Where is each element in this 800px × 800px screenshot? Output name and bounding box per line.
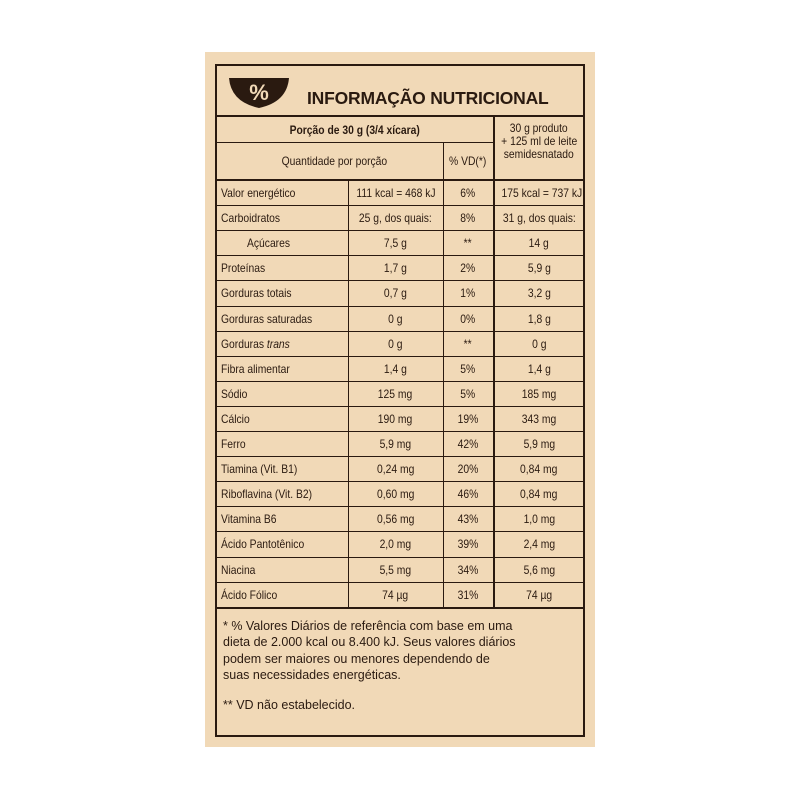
row-vd: 20% bbox=[457, 462, 479, 477]
row-vd: ** bbox=[463, 236, 473, 251]
row-quantity: 1,4 g bbox=[384, 361, 407, 376]
row-milk-quantity: 3,2 g bbox=[527, 286, 551, 301]
row-milk-quantity: 0,84 mg bbox=[520, 462, 558, 477]
row-quantity: 190 mg bbox=[378, 411, 413, 426]
footnote-line: dieta de 2.000 kcal ou 8.400 kJ. Seus valores diários bbox=[223, 635, 516, 650]
portion-header: Porção de 30 g (3/4 xícara) bbox=[289, 123, 420, 137]
row-quantity: 0,60 mg bbox=[376, 487, 415, 502]
row-name: Açúcares bbox=[247, 236, 291, 251]
row-milk-quantity: 5,9 g bbox=[527, 261, 551, 276]
row-milk-quantity: 74 µg bbox=[525, 587, 553, 602]
row-name: Gorduras trans bbox=[221, 336, 290, 351]
milk-header-line: + 125 ml de leite bbox=[501, 134, 578, 148]
row-quantity: 1,7 g bbox=[384, 261, 407, 276]
row-milk-quantity: 1,0 mg bbox=[523, 512, 555, 527]
row-name-italic: trans bbox=[266, 336, 290, 351]
row-milk-quantity: 343 mg bbox=[521, 411, 557, 426]
row-divider bbox=[217, 406, 583, 407]
row-divider bbox=[217, 481, 583, 482]
row-vd: 46% bbox=[457, 487, 479, 502]
row-quantity: 0 g bbox=[388, 311, 403, 326]
label-header bbox=[217, 66, 583, 117]
row-milk-quantity: 5,9 mg bbox=[523, 437, 555, 451]
milk-column-divider bbox=[493, 181, 495, 608]
table-bottom-line bbox=[217, 607, 583, 609]
row-divider bbox=[217, 356, 583, 357]
vd-column-divider bbox=[443, 181, 444, 608]
row-quantity: 0,56 mg bbox=[376, 512, 415, 527]
row-divider bbox=[217, 331, 583, 332]
percent-bowl-icon bbox=[227, 72, 291, 110]
row-milk-quantity: 5,6 mg bbox=[523, 562, 555, 577]
row-name: Cálcio bbox=[221, 411, 250, 426]
row-milk-quantity: 1,4 g bbox=[527, 361, 551, 376]
row-divider bbox=[217, 531, 583, 532]
row-milk-quantity: 1,8 g bbox=[527, 311, 551, 326]
row-vd: 8% bbox=[460, 211, 476, 226]
row-vd: 2% bbox=[460, 261, 476, 276]
row-name: Proteínas bbox=[221, 261, 266, 276]
row-quantity: 0 g bbox=[388, 336, 403, 351]
row-name: Gorduras saturadas bbox=[221, 311, 313, 326]
row-quantity: 74 µg bbox=[382, 587, 409, 602]
row-divider bbox=[217, 381, 583, 382]
row-quantity: 111 kcal = 468 kJ bbox=[355, 186, 436, 200]
footnote-not-established: ** VD não estabelecido. bbox=[223, 697, 356, 712]
row-milk-quantity: 0 g bbox=[531, 336, 547, 351]
row-quantity: 125 mg bbox=[378, 386, 413, 401]
row-name: Tiamina (Vit. B1) bbox=[221, 462, 298, 477]
row-quantity: 0,7 g bbox=[384, 286, 407, 301]
row-divider bbox=[217, 557, 583, 558]
row-quantity: 0,24 mg bbox=[376, 462, 415, 477]
row-name: Valor energético bbox=[221, 186, 296, 200]
nutrition-label-panel bbox=[205, 52, 595, 747]
row-vd: 5% bbox=[460, 386, 476, 401]
row-divider bbox=[217, 431, 583, 432]
header-bottom-line bbox=[217, 179, 583, 181]
quantity-header: Quantidade por porção bbox=[281, 154, 388, 168]
row-vd: 39% bbox=[457, 537, 479, 552]
row-vd: 0% bbox=[460, 311, 476, 326]
footnote-line: podem ser maiores ou menores dependendo de bbox=[223, 651, 490, 666]
row-vd: 43% bbox=[457, 512, 479, 527]
row-name: Vitamina B6 bbox=[221, 512, 277, 527]
row-divider bbox=[217, 582, 583, 583]
row-milk-quantity: 31 g, dos quais: bbox=[502, 211, 576, 226]
row-quantity: 5,9 mg bbox=[379, 437, 412, 451]
row-milk-quantity: 185 mg bbox=[521, 386, 557, 401]
row-milk-quantity: 175 kcal = 737 kJ bbox=[501, 186, 583, 200]
row-milk-quantity: 0,84 mg bbox=[520, 487, 558, 502]
row-name: Ácido Fólico bbox=[221, 587, 278, 602]
qty-column-divider bbox=[348, 181, 349, 608]
row-name: Carboidratos bbox=[221, 211, 281, 226]
header-divider bbox=[217, 142, 493, 143]
row-vd: 6% bbox=[460, 186, 476, 200]
row-divider bbox=[217, 506, 583, 507]
row-divider bbox=[217, 306, 583, 307]
row-name: Niacina bbox=[221, 562, 256, 577]
row-vd: 42% bbox=[457, 437, 479, 451]
footnote-line: * % Valores Diários de referência com base em uma bbox=[223, 618, 513, 633]
row-divider bbox=[217, 230, 583, 231]
row-divider bbox=[217, 280, 583, 281]
row-name: Sódio bbox=[221, 386, 248, 401]
row-vd: 31% bbox=[457, 587, 479, 602]
row-name: Fibra alimentar bbox=[221, 361, 290, 376]
row-vd: 19% bbox=[457, 411, 479, 426]
row-quantity: 25 g, dos quais: bbox=[359, 211, 432, 226]
row-name: Gorduras totais bbox=[221, 286, 292, 301]
vd-header: % VD(*) bbox=[449, 154, 487, 168]
row-milk-quantity: 14 g bbox=[528, 236, 550, 251]
milk-header-line: 30 g produto bbox=[510, 121, 568, 135]
footnote-line: suas necessidades energéticas. bbox=[223, 668, 401, 683]
row-milk-quantity: 2,4 mg bbox=[523, 537, 555, 552]
row-vd: ** bbox=[463, 336, 473, 351]
row-quantity: 2,0 mg bbox=[379, 537, 412, 552]
label-title: INFORMAÇÃO NUTRICIONAL bbox=[307, 88, 549, 108]
row-vd: 5% bbox=[460, 361, 476, 376]
row-vd: 34% bbox=[457, 562, 479, 577]
row-vd: 1% bbox=[460, 286, 476, 301]
svg-text:%: % bbox=[249, 80, 269, 105]
row-divider bbox=[217, 456, 583, 457]
row-name: Ácido Pantotênico bbox=[221, 537, 305, 552]
row-divider bbox=[217, 255, 583, 256]
row-name: Riboflavina (Vit. B2) bbox=[221, 487, 313, 502]
row-quantity: 5,5 mg bbox=[379, 562, 412, 577]
row-quantity: 7,5 g bbox=[384, 236, 407, 251]
row-name: Ferro bbox=[221, 437, 246, 451]
milk-header-line: semidesnatado bbox=[503, 147, 574, 161]
row-divider bbox=[217, 205, 583, 206]
